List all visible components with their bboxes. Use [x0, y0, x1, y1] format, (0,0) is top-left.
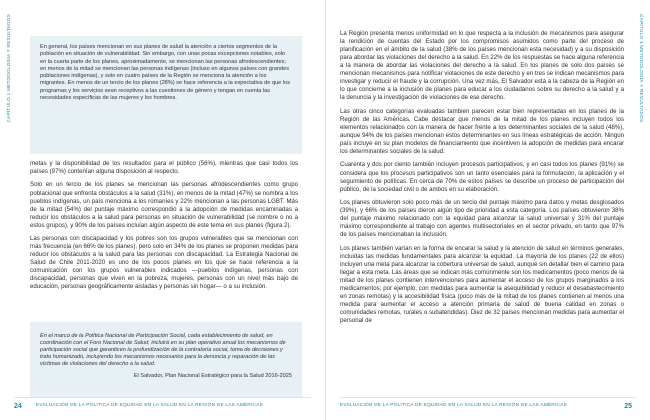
paragraph: Los planes también varían en la forma de encarar la salud y la atención de salud en términos generales, incluidas las medidas fundamentales para alcanzar la equidad. La mayoría de los planes (22 de ellos) incluyen una meta para alcanzar la cobertura universal de salud, aunque sin detallar bien el camino para llegar a esta meta. Las áreas que se indican más comúnmente son los medicamentos (poco menos de la mitad de los planes contienen intervenciones para aumentar el acceso de los grupos marginados a los medicamentos; por ejemplo, con medidas para aumentar la asequibilidad y reducir el desabastecimiento en zonas remotas) y la accesibilidad física (poco más de la mitad de los planes contienen al menos una medida para aumentar el acceso a atención primaria de salud de buena calidad en zonas o comunidades remotas, rurales o subatendidas). Diez de 32 países mencionan medidas para aumentar el personal de	[340, 244, 624, 325]
quote-text: En el marco de la Política Nacional de Participación Social, cada establecimiento de salud, en coordinación con el Foro Nacional de Salud, incluirá en su plan operativo anual los mecanismos de participación social que garanticen la profundización de la contraloría social, toma de decisiones y trato humanizado, incluyendo los mecanismos necesarios para la denuncia y reparación de las víctimas de violaciones del derecho a la salud.	[40, 333, 286, 368]
quote-box	[30, 322, 302, 398]
paragraph: Cuarenta y dos por ciento también incluyen procesos participativos, y en casi todos los planes (91%) se considera que los procesos participativos son un tanto esenciales para la formulación, la aplicación y el seguimiento de políticas. En cerca de 70% de estos países se describe un proceso de participación del público, de la sociedad civil o de ambos en su elaboración.	[340, 161, 624, 193]
footer-title-left: EVALUACIÓN DE LA POLÍTICA DE EQUIDAD EN LA SALUD EN LA REGIÓN DE LAS AMÉRICAS	[36, 403, 263, 408]
footer-title-right: EVALUACIÓN DE LA POLÍTICA DE EQUIDAD EN LA SALUD EN LA REGIÓN DE LAS AMÉRICAS	[340, 403, 567, 408]
paragraph: Solo en un tercio de los planes se mencionan las personas afrodescendientes como grupo poblacional que enfrenta obstáculos a la salud (31%), en menos de la mitad (47%) se nombra a los pueblos indígenas, un país menciona a los romaníes y 22% mencionan a las personas LGBT. Más de la mitad (54%) del puntaje máximo correspondió a la adopción de medidas encaminadas a reducir los obstáculos a la salud para personas en situación de vulnerabilidad (se nombre o no a estos grupos), y 90% de los países incluían algún aspecto de este tema en sus planes (figura 2).	[30, 181, 298, 229]
paragraph: Los planes obtuvieron solo poco más de un tercio del puntaje máximo para datos y metas desglosados (39%), y 66% de los países dieron algún tipo de prioridad a esta categoría. Los países obtuvieron 38% del puntaje máximo relacionado con la equidad para alcanzar la salud universal y 31% del puntaje máximo correspondiente al trabajo con agentes multisectoriales en el sector privado, en tanto que 97% de los países mencionaban la inclusión.	[340, 199, 624, 239]
paragraph: La Región presenta menos uniformidad en lo que respecta a la inclusión de mecanismos para asegurar la rendición de cuentas del Estado por los compromisos asumidos como parte del proceso de planificación en el ámbito de la salud (38% de los países mencionan esta necesidad) y a su disposición para abordar las violaciones del derecho a la salud. En 22% de los respuestas se hace alguna referencia a la manera de abordar las violaciones del derecho a la salud. En los planes de solo dos países se mencionan mecanismos para notificar violaciones de este derecho y en tres se indican mecanismos para investigar y reducir el fraude y la corrupción. Una vez más, El Salvador está a la cabeza de la Región en lo que concierne a la inclusión de planes para educar a los ciudadanos sobre su derecho a la salud y a la denuncia y la investigación de violaciones de ese derecho.	[340, 30, 624, 102]
paragraph: metas y la disponibilidad de los resultados para el público (56%), mientras que casi todos los países (97%) contenían alguna disposición al respecto.	[30, 160, 298, 176]
side-label-left: CAPÍTULO 1 METODOLOGÍA Y RESULTADOS	[6, 14, 11, 123]
right-page	[325, 0, 650, 420]
left-main-column	[30, 160, 298, 297]
highlight-box	[30, 36, 302, 154]
footer-divider	[14, 397, 311, 398]
page-number-right: 25	[624, 403, 632, 410]
right-main-column	[340, 30, 624, 331]
footer-divider	[340, 397, 636, 398]
paragraph: Las otras cinco categorías evaluadas tambien parecen estar bien representadas en los planes de la Región de las Américas. Cabe destacar que menos de la mitad de los planes incluyen todos los elementos relacionados con la manera de hacer frente a los determinantes sociales de la salud (48%), aunque 94% de los países mencionan estos determinantes en sus líneas estratégicas de acción. Ningún país incluye en su plan modelos de financiamiento que incentiven la adopción de medidas para encarar los determinantes sociales de la salud.	[340, 107, 624, 156]
highlight-box-text: En general, los países mencionan en sus planes de salud la atención a ciertos segmentos de la población en situación de vulnerabilidad. Sin embargo, con unas pocas excepciones notables, solo en la cuarta parte de los planes, aproximadamente, se mencionan las personas afrodescendientes; en menos de la mitad se mencionan las personas indígenas (incluso en algunos países con grandes poblaciones indígenas), y solo en cuatro países de la Región se menciona la atención a los migrantes. En menos de un tercio de los planes (28%) se hace referencia a la expectativa de que los programas y los servicios sean receptivos a las cuestiones de género y tengan en cuenta las necesidades específicas de las mujeres y los hombres.	[40, 44, 290, 101]
paragraph: Las personas con discapacidad y los pobres son los grupos vulnerables que se mencionan con más frecuencia (en 66% de los planes), pero solo en 34% de los planes se proponen medidas para reducir los obstáculos a la salud para las personas con discapacidad. La Estrategia Nacional de Salud de Chile 2011-2020 es uno de los pocos planes en los que se hace referencia a la comunicación con los grupos vulnerables indicados —pueblos indígenas, personas con discapacidad, personas que viven en la pobreza, mujeres, personas con un nivel más bajo de educación, personas geográficamente aisladas y personas sin hogar— o a su inclusión.	[30, 235, 298, 291]
page-number-left: 24	[14, 403, 22, 410]
side-label-right: CAPÍTULO 1 METODOLOGÍA Y RESULTADOS	[639, 14, 644, 123]
quote-source: El Salvador, Plan Nacional Estratégico para la Salud 2016-2025	[133, 373, 292, 380]
